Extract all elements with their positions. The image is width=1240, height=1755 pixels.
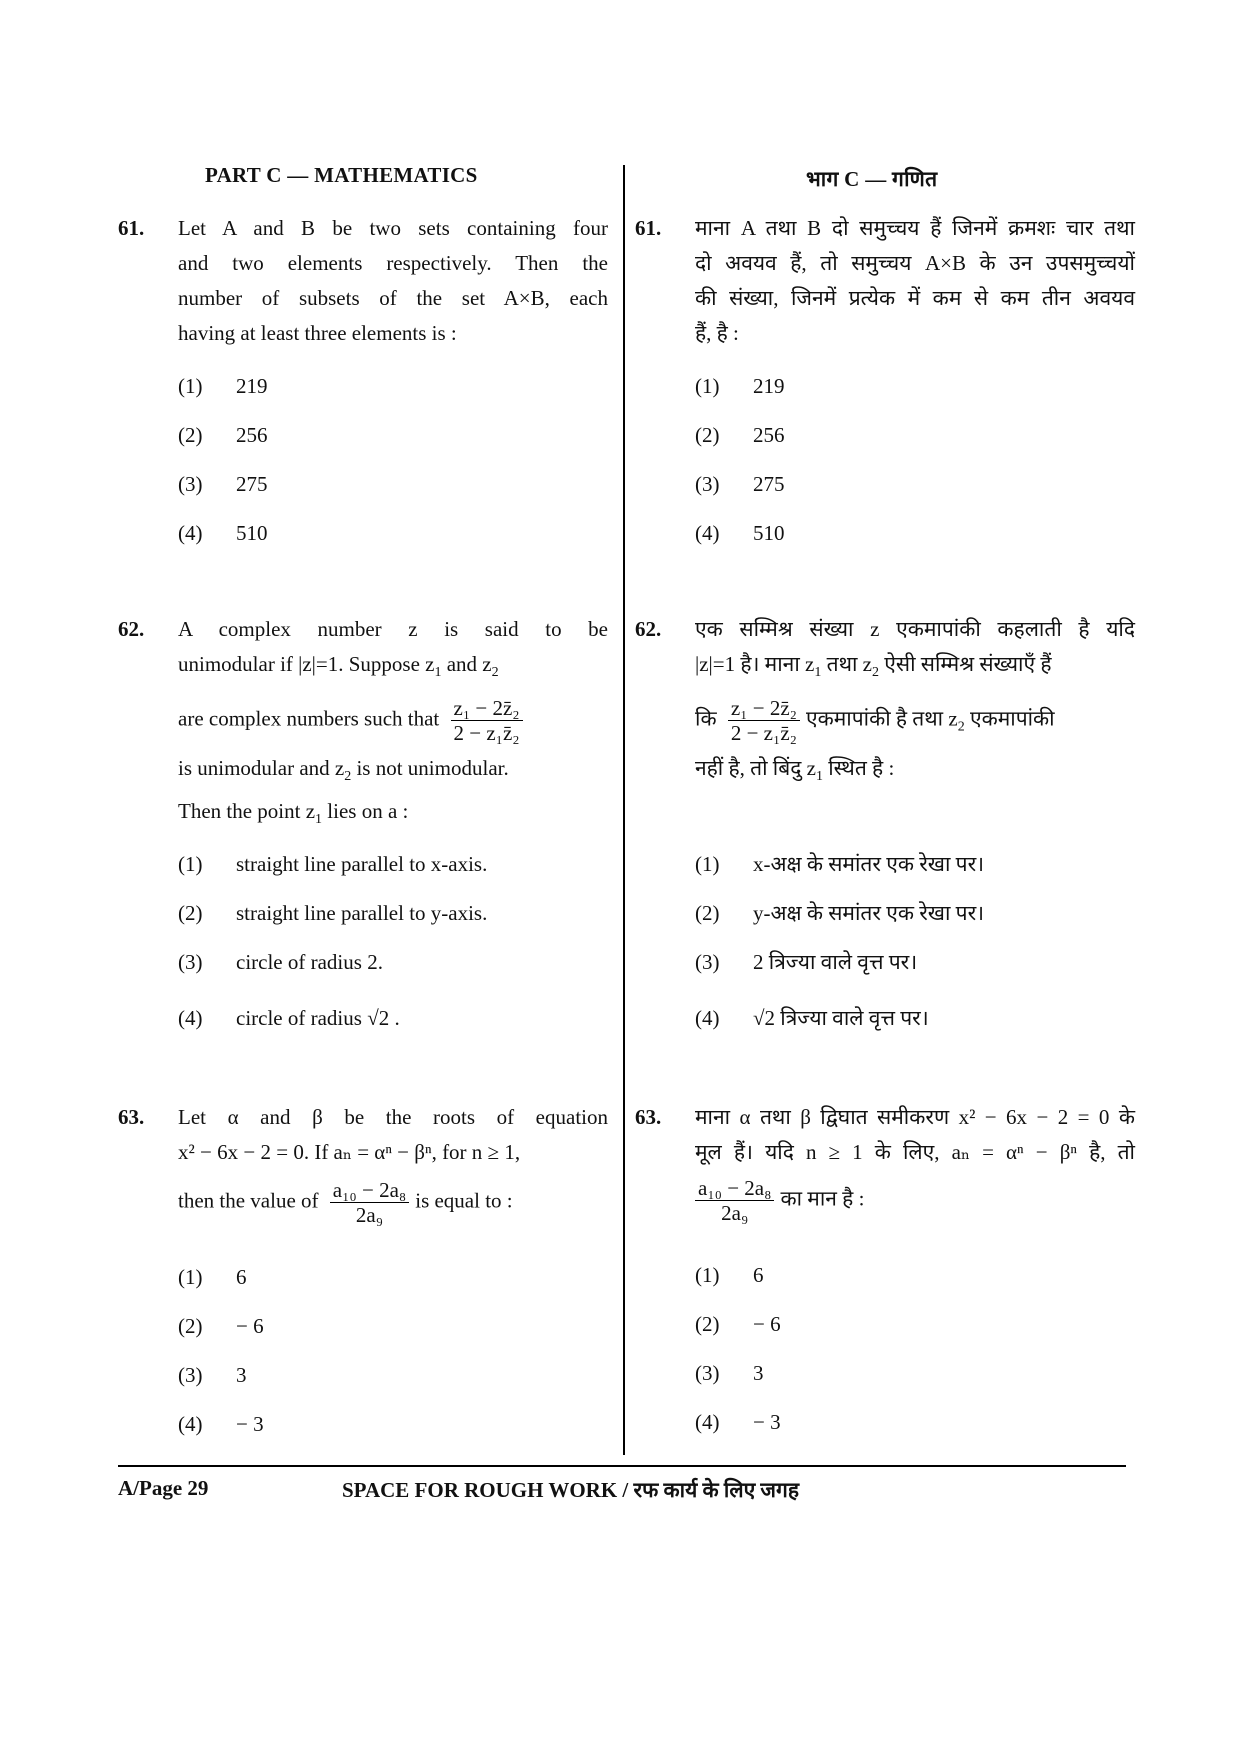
text-part: कि <box>695 706 717 731</box>
option-1 <box>695 847 984 882</box>
option-label: (1) <box>178 374 203 398</box>
question-line <box>695 751 1135 794</box>
option-text: 510 <box>753 521 785 545</box>
subscript: 1 <box>434 665 442 681</box>
question-number: 61. <box>635 216 662 240</box>
rough-work-label: SPACE FOR ROUGH WORK / रफ कार्य के लिए जगह <box>342 1478 799 1502</box>
option-3 <box>178 1358 247 1393</box>
question-number: 63. <box>118 1105 145 1129</box>
subscript: 2 <box>872 665 880 681</box>
option-label: (1) <box>695 374 720 398</box>
question-line: माना A तथा B दो समुच्चय हैं जिनमें क्रमशः चार तथा <box>695 216 1135 240</box>
text-part: and z <box>441 652 492 676</box>
question-text <box>695 612 1135 794</box>
fraction-denominator: 2a₉ <box>721 1201 749 1225</box>
question-line <box>178 647 608 690</box>
text-part: then the value of <box>178 1188 319 1213</box>
text-part: unimodular if |z|=1. Suppose z <box>178 652 435 676</box>
option-2 <box>695 418 785 453</box>
heading-english: PART C — MATHEMATICS <box>205 163 478 187</box>
option-3 <box>695 467 785 502</box>
option-label: (4) <box>178 1006 203 1030</box>
question-line <box>178 1178 608 1227</box>
question-number: 61. <box>118 216 145 240</box>
question-text <box>178 612 608 838</box>
text-part: नहीं है, तो बिंदु z <box>695 756 816 781</box>
option-label: (2) <box>178 423 203 447</box>
option-text: straight line parallel to y-axis. <box>236 901 488 925</box>
footer-divider <box>118 1465 1126 1467</box>
option-text: 219 <box>236 374 268 398</box>
text-part: Then the point z <box>178 799 316 824</box>
subscript: 1 <box>815 769 823 785</box>
option-1 <box>178 1260 247 1295</box>
question-number: 62. <box>635 617 662 641</box>
text-part: is unimodular and z <box>178 756 345 781</box>
page-number: A/Page 29 <box>118 1476 209 1500</box>
option-text: − 3 <box>753 1410 781 1434</box>
question-line: and two elements respectively. Then the <box>178 251 608 275</box>
question-line <box>178 751 608 794</box>
option-text: 6 <box>236 1265 247 1289</box>
column-divider <box>623 165 625 1455</box>
option-3 <box>178 467 268 502</box>
question-line: माना α तथा β द्विघात समीकरण x² − 6x − 2 = 0 के <box>695 1105 1135 1129</box>
fraction <box>695 1176 774 1225</box>
option-label: (1) <box>178 1265 203 1289</box>
question-text <box>695 1100 1135 1225</box>
option-4 <box>178 1001 400 1036</box>
fraction-denominator: 2a₉ <box>355 1203 384 1227</box>
option-text: − 6 <box>236 1314 264 1338</box>
fraction <box>330 1178 409 1227</box>
heading-hindi: भाग C — गणित <box>806 167 938 191</box>
option-text: 3 <box>236 1363 247 1387</box>
option-text: circle of radius √2 . <box>236 1006 400 1030</box>
fraction <box>728 696 800 745</box>
option-label: (3) <box>178 472 203 496</box>
text-part: एकमापांकी <box>964 706 1055 731</box>
option-label: (1) <box>178 852 203 876</box>
option-label: (3) <box>695 1361 720 1385</box>
option-4 <box>695 1001 929 1036</box>
option-text: − 6 <box>753 1312 781 1336</box>
option-2 <box>178 418 268 453</box>
question-line: मूल हैं। यदि n ≥ 1 के लिए, aₙ = αⁿ − βⁿ है, तो <box>695 1140 1135 1164</box>
option-text: 256 <box>753 423 785 447</box>
option-text: 6 <box>753 1263 764 1287</box>
subscript: 1 <box>814 665 822 681</box>
question-text <box>178 211 608 351</box>
option-text: 275 <box>753 472 785 496</box>
option-label: (3) <box>695 472 720 496</box>
option-text: 275 <box>236 472 268 496</box>
question-line: Let α and β be the roots of equation <box>178 1105 608 1129</box>
question-line: having at least three elements is : <box>178 321 457 345</box>
subscript: 2 <box>491 665 499 681</box>
subscript: 2 <box>957 719 965 735</box>
text-part: lies on a : <box>322 799 409 824</box>
option-label: (2) <box>695 1312 720 1336</box>
text-part: is not unimodular. <box>351 756 509 781</box>
text-part: is equal to : <box>415 1188 513 1213</box>
option-label: (1) <box>695 852 720 876</box>
option-label: (3) <box>695 950 720 974</box>
fraction-denominator: 2 − z₁z̄₂ <box>453 721 520 746</box>
question-line <box>178 794 608 837</box>
option-label: (2) <box>695 901 720 925</box>
option-text: 510 <box>236 521 268 545</box>
subscript: 1 <box>315 812 323 828</box>
text-part: तथा z <box>821 652 873 676</box>
text-part: एकमापांकी है तथा z <box>805 706 958 731</box>
option-3 <box>178 945 383 980</box>
option-3 <box>695 945 917 980</box>
option-text: − 3 <box>236 1412 264 1436</box>
option-2 <box>695 896 984 931</box>
text-part: ऐसी सम्मिश्र संख्याएँ हैं <box>879 652 1052 676</box>
option-text: y-अक्ष के समांतर एक रेखा पर। <box>753 901 985 925</box>
text-part: |z|=1 है। माना z <box>695 652 815 676</box>
option-label: (4) <box>695 521 720 545</box>
question-line <box>695 1176 1135 1225</box>
option-4 <box>695 516 785 551</box>
text-part: स्थित है : <box>822 756 895 781</box>
text-part: are complex numbers such that <box>178 706 440 731</box>
option-label: (1) <box>695 1263 720 1287</box>
option-label: (4) <box>695 1410 720 1434</box>
question-line: number of subsets of the set A×B, each <box>178 286 608 310</box>
option-label: (4) <box>178 1412 203 1436</box>
text-part: का मान है : <box>780 1186 865 1211</box>
option-1 <box>178 847 487 882</box>
option-3 <box>695 1356 764 1391</box>
question-text <box>178 1100 608 1227</box>
option-1 <box>695 1258 764 1293</box>
subscript: 2 <box>344 769 352 785</box>
option-label: (2) <box>178 901 203 925</box>
question-line: हैं, है : <box>695 321 739 345</box>
option-2 <box>695 1307 781 1342</box>
option-label: (2) <box>178 1314 203 1338</box>
option-text: 219 <box>753 374 785 398</box>
option-label: (4) <box>695 1006 720 1030</box>
option-text: x-अक्ष के समांतर एक रेखा पर। <box>753 852 985 876</box>
option-4 <box>178 516 268 551</box>
question-line: दो अवयव हैं, तो समुच्चय A×B के उन उपसमुच्चयों <box>695 251 1135 275</box>
question-line: A complex number z is said to be <box>178 617 608 641</box>
question-number: 63. <box>635 1105 662 1129</box>
fraction-denominator: 2 − z₁z̄₂ <box>730 721 797 746</box>
option-label: (3) <box>178 950 203 974</box>
option-text: √2 त्रिज्या वाले वृत्त पर। <box>753 1006 929 1030</box>
option-label: (2) <box>695 423 720 447</box>
option-text: straight line parallel to x-axis. <box>236 852 488 876</box>
option-text: 2 त्रिज्या वाले वृत्त पर। <box>753 950 918 974</box>
option-text: 256 <box>236 423 268 447</box>
question-line <box>695 696 1135 745</box>
fraction-numerator: a₁₀ − 2a₈ <box>695 1176 774 1201</box>
option-2 <box>178 1309 264 1344</box>
option-2 <box>178 896 487 931</box>
question-line <box>178 696 608 745</box>
option-label: (4) <box>178 521 203 545</box>
fraction-numerator: z₁ − 2z̄₂ <box>728 696 800 721</box>
option-label: (3) <box>178 1363 203 1387</box>
option-1 <box>695 369 785 404</box>
option-4 <box>695 1405 781 1440</box>
option-4 <box>178 1407 264 1442</box>
fraction <box>451 696 523 745</box>
question-line: की संख्या, जिनमें प्रत्येक में कम से कम तीन अवयव <box>695 286 1135 310</box>
fraction-numerator: z₁ − 2z̄₂ <box>451 696 523 721</box>
question-line: x² − 6x − 2 = 0. If aₙ = αⁿ − βⁿ, for n ≥ 1, <box>178 1140 521 1164</box>
question-number: 62. <box>118 617 145 641</box>
question-line: Let A and B be two sets containing four <box>178 216 608 240</box>
question-line <box>695 647 1135 690</box>
option-1 <box>178 369 268 404</box>
option-text: circle of radius 2. <box>236 950 383 974</box>
fraction-numerator: a₁₀ − 2a₈ <box>330 1178 409 1203</box>
question-text <box>695 211 1135 351</box>
question-line: एक सम्मिश्र संख्या z एकमापांकी कहलाती है यदि <box>695 617 1135 641</box>
option-text: 3 <box>753 1361 764 1385</box>
